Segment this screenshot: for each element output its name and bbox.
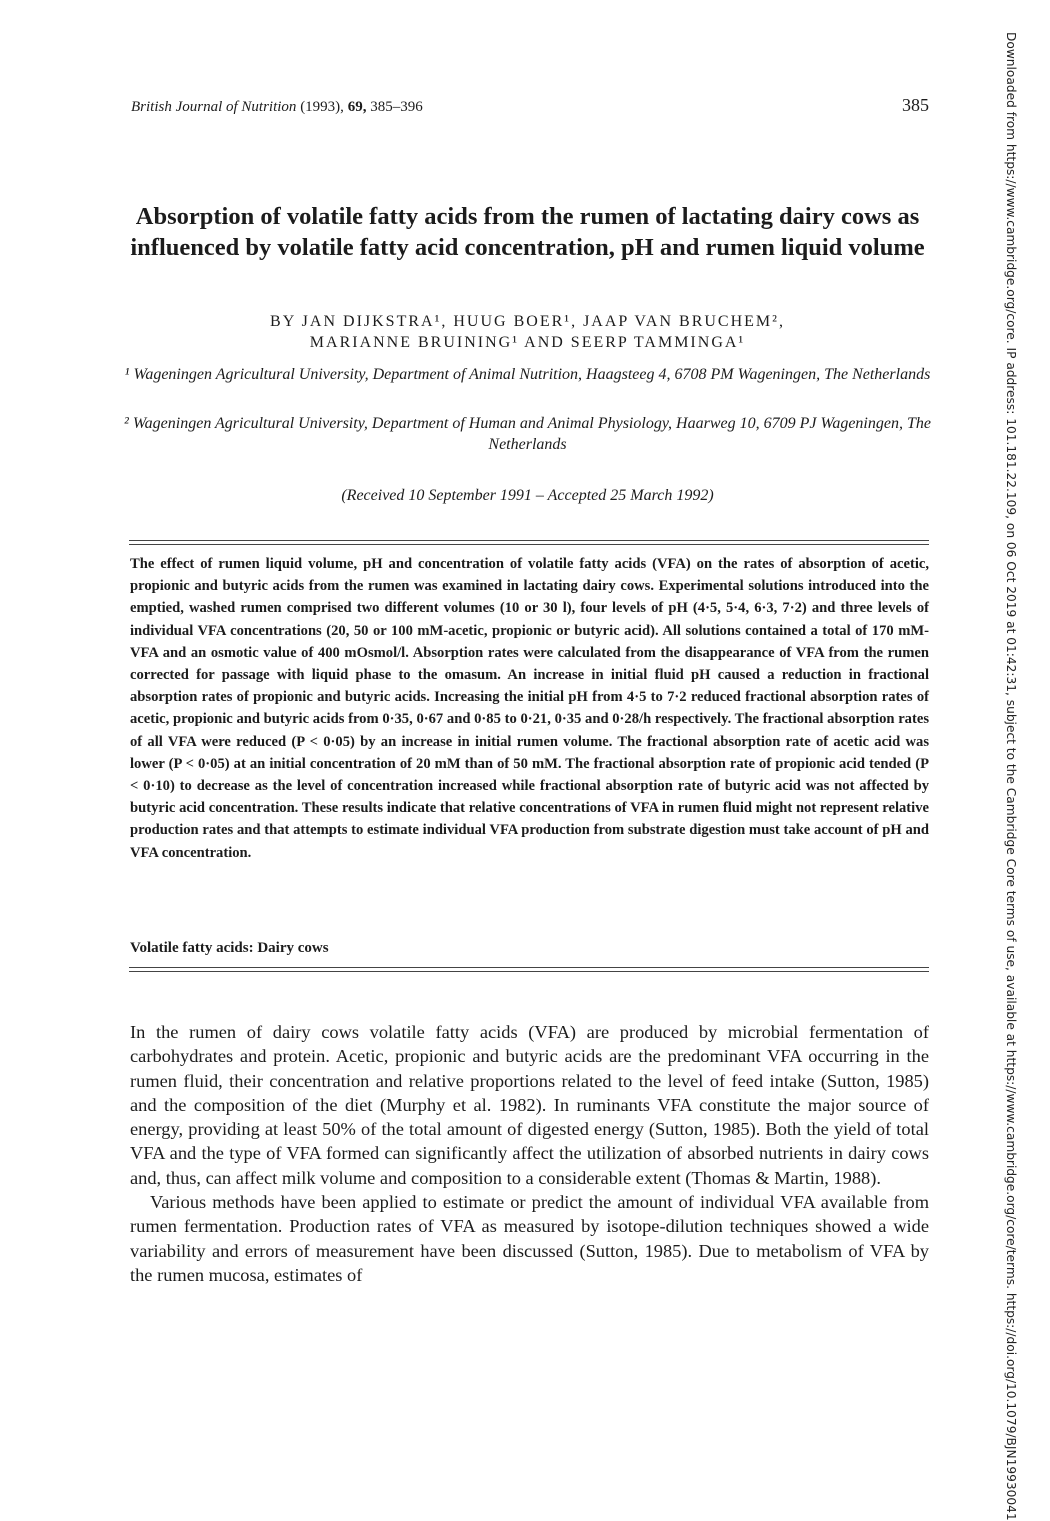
affiliation-2: ² Wageningen Agricultural University, Department of Human and Animal Physiology, Haarweg 10, 6709 PJ Wageningen, The Netherlands <box>124 415 931 453</box>
abstract-bottom-rule-inner <box>129 971 929 972</box>
body-paragraph-2: Various methods have been applied to estimate or predict the amount of individual VFA available from rumen fermentation. Production rates of VFA as measured by isotope-dilution techniques showed a wide variability and errors of measurement have been discussed (Sutton, 1985). Due to metabolism of VFA by the rumen mucosa, estimates of <box>130 1192 929 1285</box>
abstract-top-rule <box>129 540 929 541</box>
journal-volume: 69, <box>347 99 367 115</box>
journal-name: British Journal of Nutrition <box>131 99 297 115</box>
keywords: Volatile fatty acids: Dairy cows <box>130 940 329 956</box>
article-title: Absorption of volatile fatty acids from the rumen of lactating dairy cows as influenced by volatile fatty acid concentration, pH and rumen liquid volume <box>130 203 925 261</box>
journal-pages: 385–396 <box>370 99 423 115</box>
body-text <box>130 1020 929 1287</box>
running-head <box>131 99 423 116</box>
page-number: 385 <box>902 95 929 115</box>
affiliation-1: ¹ Wageningen Agricultural University, Department of Animal Nutrition, Haagsteeg 4, 6708 PM Wageningen, The Netherlands <box>124 366 931 383</box>
journal-year: (1993), <box>300 99 344 115</box>
author-list <box>120 311 935 353</box>
abstract-bottom-rule <box>129 967 929 968</box>
body-paragraph-1: In the rumen of dairy cows volatile fatty acids (VFA) are produced by microbial fermentation of carbohydrates and protein. Acetic, propionic and butyric acids are the predominant VFA occurring in the rumen fluid, their concentration and relative proportions related to the level of feed intake (Sutton, 1985) and the composition of the diet (Murphy et al. 1982). In ruminants VFA constitute the major source of energy, providing at least 50% of the total amount of digested energy (Sutton, 1985). Both the yield of total VFA and the type of VFA formed can significantly affect the utilization of absorbed nutrients in dairy cows and, thus, can affect milk volume and composition to a considerable extent (Thomas & Martin, 1988). <box>130 1022 929 1188</box>
authors-line-1: BY JAN DIJKSTRA¹, HUUG BOER¹, JAAP VAN BRUCHEM², <box>270 313 785 330</box>
abstract-top-rule-inner <box>129 544 929 545</box>
abstract: The effect of rumen liquid volume, pH and concentration of volatile fatty acids (VFA) on the rates of absorption of acetic, propionic and butyric acids from the rumen was examined in lactating dairy cows. Experimental solutions introduced into the emptied, washed rumen comprised two different volumes (10 or 30 l), four levels of pH (4·5, 5·4, 6·3, 7·2) and three levels of individual VFA concentrations (20, 50 or 100 mM-acetic, propionic or butyric acid). All solutions contained a total of 170 mM-VFA and an osmotic value of 400 mOsmol/l. Absorption rates were calculated from the disappearance of VFA from the rumen corrected for passage with liquid phase to the omasum. An increase in initial fluid pH caused a reduction in fractional absorption rates of propionic and butyric acids. Increasing the initial pH from 4·5 to 7·2 reduced fractional absorption rates of acetic, propionic and butyric acids from 0·35, 0·67 and 0·85 to 0·21, 0·35 and 0·28/h respectively. The fractional absorption rates of all VFA were reduced (P < 0·05) by an increase in initial rumen volume. The fractional absorption rate of acetic acid was lower (P < 0·05) at an initial concentration of 20 mM than of 50 mM. The fractional absorption rate of propionic acid tended (P < 0·10) to decrease as the level of concentration increased while fractional absorption rate of butyric acid was not affected by butyric acid concentration. These results indicate that relative concentrations of VFA in rumen fluid might not represent relative production rates and that attempts to estimate individual VFA production from substrate digestion must take account of pH and VFA concentration. <box>130 556 929 861</box>
received-dates: (Received 10 September 1991 – Accepted 25 March 1992) <box>341 487 714 504</box>
download-notice: Downloaded from https://www.cambridge.org/core. IP address: 101.181.22.109, on 06 Oct 2019 at 01:42:31, subject to the Cambridge Core terms of use, available at https://www.cambridge.org/core/terms. https://doi.org/10.1079/BJN19930041 <box>1004 32 1018 1521</box>
authors-line-2: MARIANNE BRUINING¹ AND SEERP TAMMINGA¹ <box>309 334 746 351</box>
